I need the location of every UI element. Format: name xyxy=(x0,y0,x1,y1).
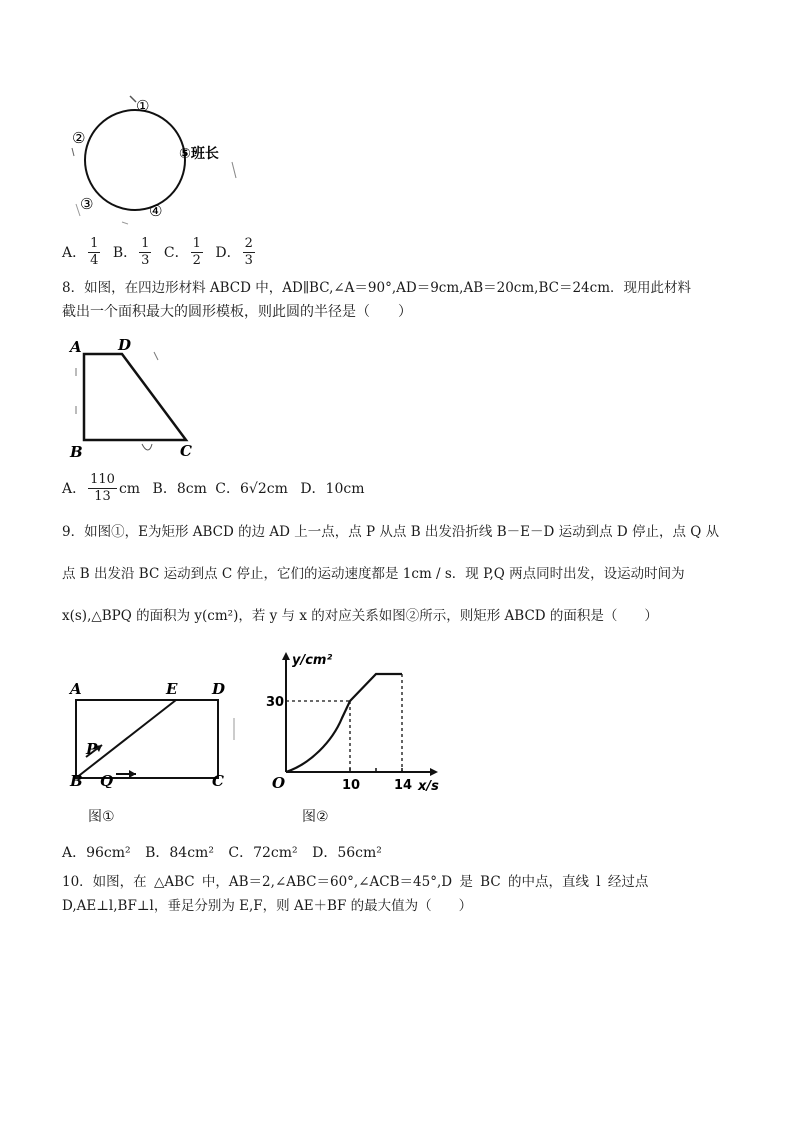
q8-options xyxy=(62,472,364,505)
seat-1: ① xyxy=(136,97,150,115)
q9-graph-xlabel: x/s xyxy=(418,779,439,792)
seat-3: ③ xyxy=(80,195,94,213)
q8-label-a: A xyxy=(70,338,82,356)
q9-question-line-1: 9．如图①，E为矩形 ABCD 的边 AD 上一点，点 P 从点 B 出发沿折线 B－E－D 运动到点 D 停止，点 Q 从 xyxy=(62,524,720,540)
q9-option-d[interactable]: D．56cm² xyxy=(312,845,382,861)
q9-option-a[interactable]: A．96cm² xyxy=(62,845,131,861)
seat-4: ④ xyxy=(149,202,163,220)
q8-question-line-1: 8．如图，在四边形材料 ABCD 中，AD∥BC,∠A＝90°,AD＝9cm,AB＝20cm,BC＝24cm．现用此材料 xyxy=(62,280,692,296)
q8-label-d: D xyxy=(118,336,132,354)
q8-option-d[interactable]: D．10cm xyxy=(300,480,365,497)
q7-seat-circle-figure xyxy=(62,92,242,226)
q9-fig1-label-a: A xyxy=(70,680,82,698)
q9-fig2-caption: 图② xyxy=(302,809,329,825)
q9-graph-x-tick-14: 14 xyxy=(394,778,413,792)
seat-5-class-monitor: ⑤班长 xyxy=(179,146,219,162)
q9-graph-x-tick-10: 10 xyxy=(342,778,361,792)
q8-option-b[interactable]: B．8cm xyxy=(152,480,207,497)
q9-fig1-label-d: D xyxy=(212,680,226,698)
q9-options xyxy=(62,842,382,862)
q8-trapezoid-figure xyxy=(62,330,212,462)
q8-option-a[interactable]: A． $\frac{110}{13}$ cm xyxy=(62,472,141,504)
q9-fig1-label-q: Q xyxy=(100,772,114,788)
q9-question-line-3: x(s),△BPQ 的面积为 y(cm²)，若 y 与 x 的对应关系如图②所示，则矩形 ABCD 的面积是（ ） xyxy=(62,608,658,624)
q9-rectangle-figure xyxy=(62,678,242,788)
q9-graph-ylabel: y/cm² xyxy=(292,653,333,668)
q10-question-line-2: D,AE⊥l,BF⊥l，垂足分别为 E,F，则 AE＋BF 的最大值为（ ） xyxy=(62,898,473,914)
q9-graph-curve xyxy=(286,674,402,772)
q7-option-c[interactable]: C． $\frac{1}{2}$ xyxy=(163,236,201,268)
q7-option-d[interactable]: D． $\frac{2}{3}$ xyxy=(215,236,253,268)
q9-graph-figure xyxy=(262,646,448,792)
seat-circle xyxy=(85,110,185,210)
q9-fig1-label-b: B xyxy=(70,772,83,788)
q8-label-c: C xyxy=(180,442,192,460)
q9-fig1-label-p: P xyxy=(86,740,98,758)
q7-option-b[interactable]: B． $\frac{1}{3}$ xyxy=(112,236,150,268)
q9-fig1-label-c: C xyxy=(212,772,224,788)
q8-question-line-2: 截出一个面积最大的圆形模板，则此圆的半径是（ ） xyxy=(62,304,412,320)
q9-question-line-2: 点 B 出发沿 BC 运动到点 C 停止，它们的运动速度都是 1cm / s．现 P,Q 两点同时出发，设运动时间为 xyxy=(62,566,685,582)
q9-option-b[interactable]: B．84cm² xyxy=(145,845,214,861)
q9-fig1-label-e: E xyxy=(166,680,178,698)
q10-question-line-1: 10．如图，在 △ABC 中，AB＝2,∠ABC＝60°,∠ACB＝45°,D 是 BC 的中点，直线 l 经过点 xyxy=(62,874,649,890)
q8-option-c[interactable]: C．6√2cm xyxy=(215,480,288,497)
q8-label-b: B xyxy=(70,443,83,461)
q9-option-c[interactable]: C．72cm² xyxy=(228,845,298,861)
q9-fig1-caption: 图① xyxy=(88,809,115,825)
q9-graph-origin: O xyxy=(272,774,286,792)
q7-options xyxy=(62,236,257,269)
seat-2: ② xyxy=(72,129,86,147)
q9-graph-y-tick-30: 30 xyxy=(266,695,285,710)
q7-option-a[interactable]: A． $\frac{1}{4}$ xyxy=(62,236,99,268)
